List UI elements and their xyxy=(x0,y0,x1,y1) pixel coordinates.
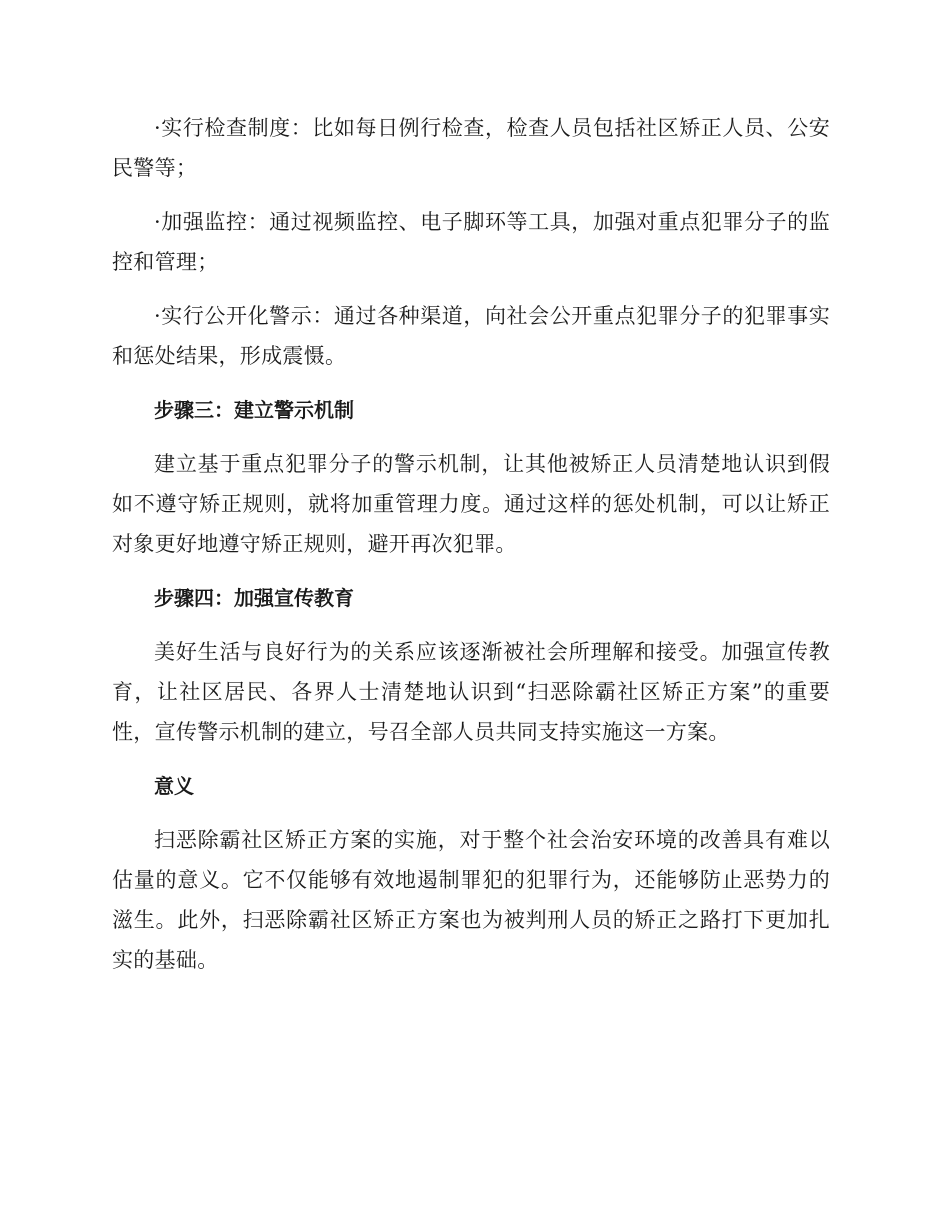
step4-body: 美好生活与良好行为的关系应该逐渐被社会所理解和接受。加强宣传教育，让社区居民、各界人士清楚地认识到“扫恶除霸社区矫正方案”的重要性，宣传警示机制的建立，号召全部人员共同支持实施这一方案。 xyxy=(112,640,830,744)
step3-body: 建立基于重点犯罪分子的警示机制，让其他被矫正人员清楚地认识到假如不遵守矫正规则，就将加重管理力度。通过这样的惩处机制，可以让矫正对象更好地遵守矫正规则，避开再次犯罪。 xyxy=(112,452,830,556)
bullet-public-warning: ·实行公开化警示：通过各种渠道，向社会公开重点犯罪分子的犯罪事实和惩处结果，形成震慑。 xyxy=(112,304,830,368)
meaning-body: 扫恶除霸社区矫正方案的实施，对于整个社会治安环境的改善具有难以估量的意义。它不仅能够有效地遏制罪犯的犯罪行为，还能够防止恶势力的滋生。此外，扫恶除霸社区矫正方案也为被判刑人员的矫正之路打下更加扎实的基础。 xyxy=(112,828,830,972)
meaning-heading: 意义 xyxy=(154,774,194,798)
document-page xyxy=(112,108,830,994)
step3-heading: 步骤三：建立警示机制 xyxy=(154,398,354,422)
bullet-inspection-system: ·实行检查制度：比如每日例行检查，检查人员包括社区矫正人员、公安民警等； xyxy=(112,116,830,180)
bullet-strengthen-monitoring: ·加强监控：通过视频监控、电子脚环等工具，加强对重点犯罪分子的监控和管理； xyxy=(112,210,830,274)
step4-heading: 步骤四：加强宣传教育 xyxy=(154,586,354,610)
